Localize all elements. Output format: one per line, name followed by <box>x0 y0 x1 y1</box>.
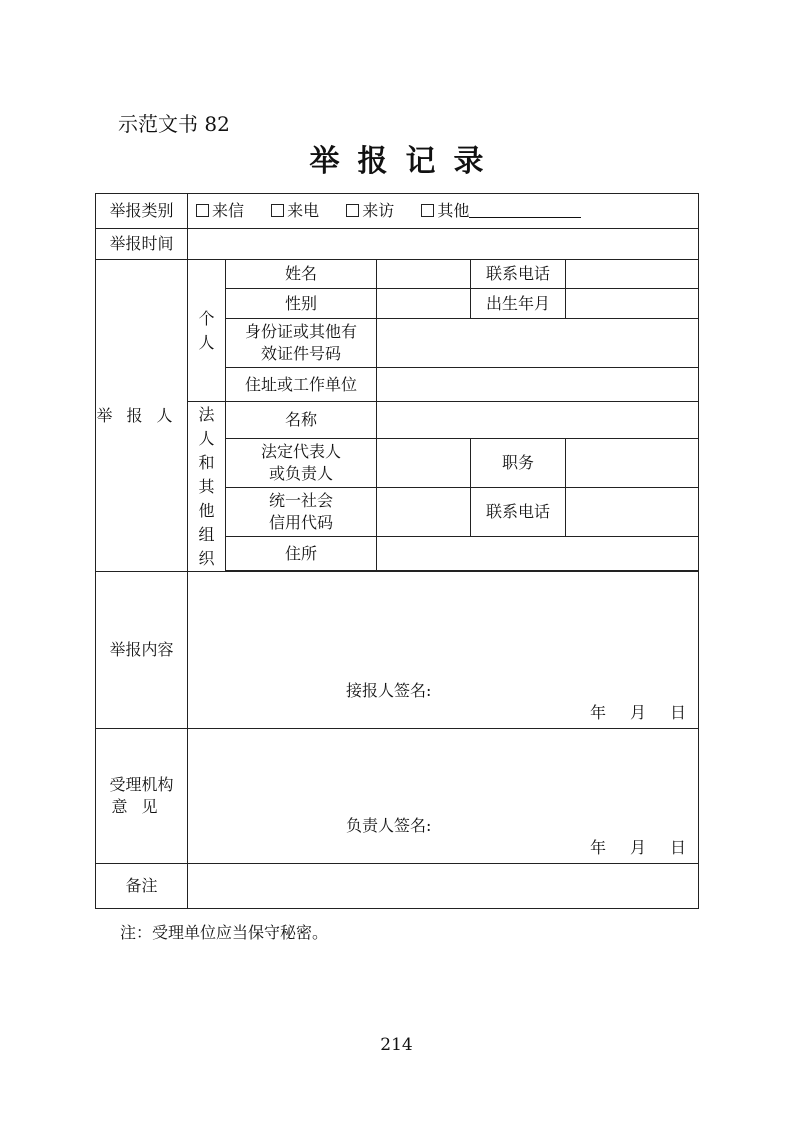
id-number-label: 身份证或其他有 效证件号码 <box>226 319 377 368</box>
credit-code-field[interactable] <box>377 488 471 537</box>
organization-group-label: 法人和其他组织 <box>188 402 226 572</box>
credit-code-label: 统一社会 信用代码 <box>226 488 377 537</box>
gender-label: 性别 <box>226 289 377 319</box>
checkbox-icon[interactable] <box>196 204 209 217</box>
remarks-field[interactable] <box>188 864 699 909</box>
report-type-options <box>188 194 699 229</box>
report-type-label: 举报类别 <box>96 194 188 229</box>
position-label: 职务 <box>471 439 566 488</box>
position-field[interactable] <box>566 439 699 488</box>
gender-field[interactable] <box>377 289 471 319</box>
org-name-field[interactable] <box>377 402 699 439</box>
checkbox-icon[interactable] <box>346 204 359 217</box>
page-number: 214 <box>380 1035 413 1055</box>
report-time-label: 举报时间 <box>96 229 188 260</box>
option-other[interactable]: 其他 <box>421 201 581 220</box>
legal-rep-label: 法定代表人 或负责人 <box>226 439 377 488</box>
reporter-label: 举报人 <box>96 260 188 572</box>
responsible-signature-label: 负责人签名: <box>346 816 432 835</box>
individual-group-label: 个人 <box>188 260 226 402</box>
report-date: 年 月 日 <box>590 703 687 722</box>
address-label: 住址或工作单位 <box>226 368 377 402</box>
phone-field[interactable] <box>566 260 699 289</box>
agency-opinion-field[interactable] <box>188 729 699 864</box>
name-field[interactable] <box>377 260 471 289</box>
phone-label: 联系电话 <box>471 260 566 289</box>
birth-date-field[interactable] <box>566 289 699 319</box>
org-name-label: 名称 <box>226 402 377 439</box>
address-field[interactable] <box>377 368 699 402</box>
opinion-date: 年 月 日 <box>590 838 687 857</box>
id-number-field[interactable] <box>377 319 699 368</box>
name-label: 姓名 <box>226 260 377 289</box>
report-content-label: 举报内容 <box>96 572 188 729</box>
report-record-form <box>95 193 699 909</box>
document-label: 示范文书 82 <box>118 112 230 136</box>
org-phone-label: 联系电话 <box>471 488 566 537</box>
remarks-label: 备注 <box>96 864 188 909</box>
checkbox-icon[interactable] <box>271 204 284 217</box>
page-title: 举报记录 <box>309 144 502 179</box>
checkbox-icon[interactable] <box>421 204 434 217</box>
other-blank-line[interactable] <box>469 201 581 218</box>
org-phone-field[interactable] <box>566 488 699 537</box>
agency-opinion-label: 受理机构 意见 <box>96 729 188 864</box>
option-visit[interactable]: 来访 <box>346 201 394 220</box>
birth-date-label: 出生年月 <box>471 289 566 319</box>
report-time-field[interactable] <box>188 229 699 260</box>
option-phone[interactable]: 来电 <box>271 201 319 220</box>
receiver-signature-label: 接报人签名: <box>346 681 432 700</box>
footnote: 注：受理单位应当保守秘密。 <box>120 923 329 942</box>
domicile-field[interactable] <box>377 537 699 571</box>
report-content-field[interactable] <box>188 572 699 729</box>
legal-rep-field[interactable] <box>377 439 471 488</box>
option-letter[interactable]: 来信 <box>196 201 244 220</box>
domicile-label: 住所 <box>226 537 377 571</box>
